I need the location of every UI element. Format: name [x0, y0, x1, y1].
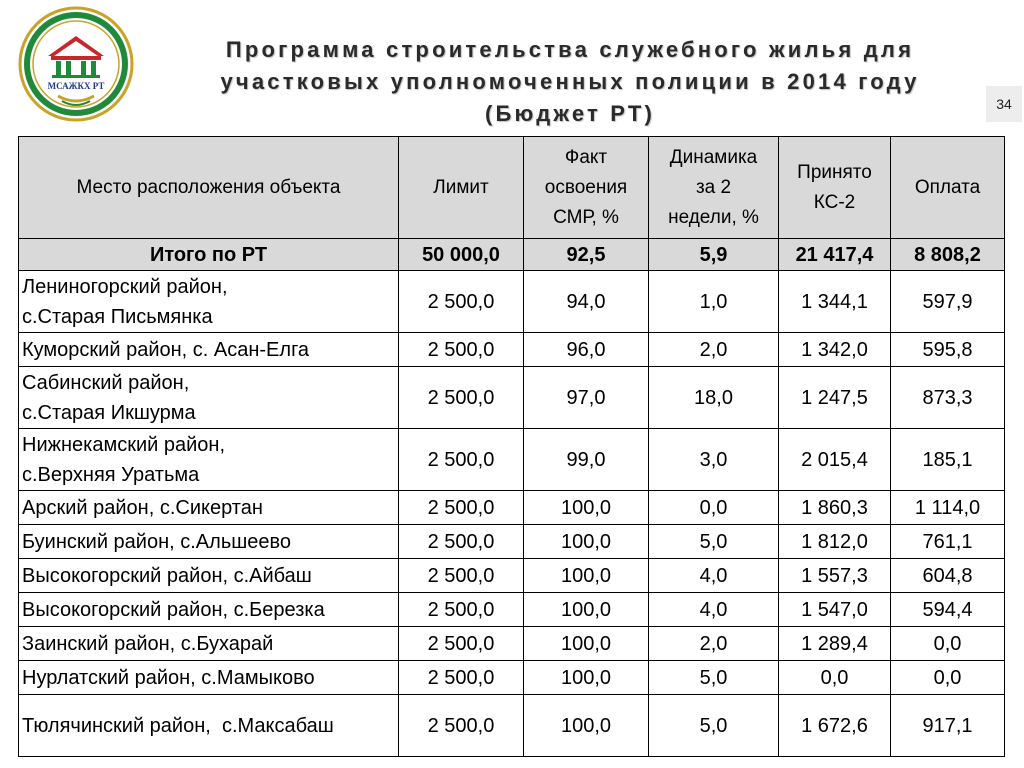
table-row	[19, 429, 1005, 491]
payment-cell: 0,0	[891, 627, 1005, 661]
dynamics-cell: 2,0	[649, 333, 779, 367]
location-line: Лениногорский район,	[22, 275, 228, 298]
construction-table	[18, 136, 1005, 757]
ministry-logo	[18, 6, 134, 122]
fact-cell: 100,0	[524, 559, 649, 593]
dynamics-cell: 5,0	[649, 525, 779, 559]
header-dynamics-line: за 2	[695, 176, 732, 198]
header-dynamics-line: недели, %	[668, 206, 759, 228]
limit-cell: 2 500,0	[399, 367, 524, 429]
limit-cell: 2 500,0	[399, 491, 524, 525]
header-payment: Оплата	[891, 137, 1005, 239]
page-number: 34	[986, 86, 1022, 122]
dynamics-cell: 4,0	[649, 559, 779, 593]
location-line: Тюлячинский район, с.Максабаш	[22, 714, 334, 737]
header-fact-line: освоения	[544, 176, 628, 198]
location-line: Заинский район, с.Бухарай	[22, 632, 274, 655]
fact-cell: 99,0	[524, 429, 649, 491]
location-cell	[19, 367, 399, 429]
payment-cell: 604,8	[891, 559, 1005, 593]
location-line: Нурлатский район, с.Мамыково	[22, 666, 315, 689]
title-line-1: Программа строительства служебного жилья для	[225, 37, 915, 62]
limit-cell: 2 500,0	[399, 525, 524, 559]
dynamics-cell: 1,0	[649, 271, 779, 333]
limit-cell: 2 500,0	[399, 695, 524, 757]
payment-cell: 185,1	[891, 429, 1005, 491]
logo-text: МСАЖКХ РТ	[47, 81, 105, 91]
accepted-cell: 1 344,1	[779, 271, 891, 333]
table-row	[19, 695, 1005, 757]
location-line: с.Старая Письмянка	[22, 305, 213, 328]
table-row	[19, 333, 1005, 367]
fact-cell: 97,0	[524, 367, 649, 429]
payment-cell: 761,1	[891, 525, 1005, 559]
title-line-3: (Бюджет РТ)	[484, 101, 656, 126]
location-line: Куморский район, с. Асан-Елга	[22, 338, 310, 361]
location-cell	[19, 491, 399, 525]
accepted-cell: 1 860,3	[779, 491, 891, 525]
payment-cell: 597,9	[891, 271, 1005, 333]
accepted-cell: 1 289,4	[779, 627, 891, 661]
payment-cell: 0,0	[891, 661, 1005, 695]
dynamics-cell: 2,0	[649, 627, 779, 661]
location-line: Высокогорский район, с.Айбаш	[22, 564, 312, 587]
dynamics-cell: 4,0	[649, 593, 779, 627]
total-row	[19, 239, 1005, 271]
payment-cell: 873,3	[891, 367, 1005, 429]
location-cell	[19, 695, 399, 757]
location-cell	[19, 333, 399, 367]
page-title	[140, 34, 1000, 130]
ministry-emblem-icon	[18, 6, 134, 122]
location-cell	[19, 627, 399, 661]
fact-cell: 100,0	[524, 661, 649, 695]
fact-cell: 100,0	[524, 695, 649, 757]
fact-cell: 100,0	[524, 491, 649, 525]
table-row	[19, 627, 1005, 661]
location-cell	[19, 661, 399, 695]
total-payment: 8 808,2	[891, 239, 1005, 271]
dynamics-cell: 18,0	[649, 367, 779, 429]
accepted-cell: 1 812,0	[779, 525, 891, 559]
accepted-cell: 1 672,6	[779, 695, 891, 757]
header-accepted-line: КС-2	[813, 191, 856, 213]
fact-cell: 94,0	[524, 271, 649, 333]
table-header-row	[19, 137, 1005, 239]
header-fact-line: СМР, %	[553, 206, 619, 228]
table-row	[19, 559, 1005, 593]
location-line: с.Верхняя Уратьма	[22, 463, 200, 486]
total-fact: 92,5	[524, 239, 649, 271]
header-accepted	[779, 137, 891, 239]
fact-cell: 100,0	[524, 627, 649, 661]
location-line: Буинский район, с.Альшеево	[22, 530, 292, 553]
header-fact-line: Факт	[564, 146, 608, 168]
dynamics-cell: 5,0	[649, 661, 779, 695]
limit-cell: 2 500,0	[399, 627, 524, 661]
dynamics-cell: 0,0	[649, 491, 779, 525]
accepted-cell: 1 342,0	[779, 333, 891, 367]
total-accepted: 21 417,4	[779, 239, 891, 271]
limit-cell: 2 500,0	[399, 429, 524, 491]
table-row	[19, 491, 1005, 525]
accepted-cell: 0,0	[779, 661, 891, 695]
payment-cell: 595,8	[891, 333, 1005, 367]
header-dynamics	[649, 137, 779, 239]
payment-cell: 1 114,0	[891, 491, 1005, 525]
total-label: Итого по РТ	[19, 239, 399, 271]
total-dynamics: 5,9	[649, 239, 779, 271]
table-row	[19, 271, 1005, 333]
header-dynamics-line: Динамика	[669, 146, 758, 168]
fact-cell: 100,0	[524, 593, 649, 627]
fact-cell: 100,0	[524, 525, 649, 559]
limit-cell: 2 500,0	[399, 661, 524, 695]
accepted-cell: 2 015,4	[779, 429, 891, 491]
accepted-cell: 1 247,5	[779, 367, 891, 429]
header-limit: Лимит	[399, 137, 524, 239]
limit-cell: 2 500,0	[399, 559, 524, 593]
limit-cell: 2 500,0	[399, 593, 524, 627]
location-cell	[19, 559, 399, 593]
table-row	[19, 661, 1005, 695]
header-accepted-line: Принято	[797, 161, 872, 183]
fact-cell: 96,0	[524, 333, 649, 367]
table-row	[19, 367, 1005, 429]
location-cell	[19, 271, 399, 333]
location-cell	[19, 429, 399, 491]
location-line: Нижнекамский район,	[22, 433, 226, 456]
dynamics-cell: 3,0	[649, 429, 779, 491]
dynamics-cell: 5,0	[649, 695, 779, 757]
payment-cell: 594,4	[891, 593, 1005, 627]
location-cell	[19, 593, 399, 627]
location-line: Сабинский район,	[22, 371, 190, 394]
title-line-2: участковых уполномоченных полиции в 2014 году	[220, 69, 920, 94]
location-line: Арский район, с.Сикертан	[22, 496, 263, 519]
limit-cell: 2 500,0	[399, 271, 524, 333]
total-limit: 50 000,0	[399, 239, 524, 271]
location-cell	[19, 525, 399, 559]
header-fact	[524, 137, 649, 239]
accepted-cell: 1 547,0	[779, 593, 891, 627]
location-line: с.Старая Икшурма	[22, 401, 196, 424]
accepted-cell: 1 557,3	[779, 559, 891, 593]
header-location: Место расположения объекта	[19, 137, 399, 239]
table-row	[19, 593, 1005, 627]
location-line: Высокогорский район, с.Березка	[22, 598, 325, 621]
table-row	[19, 525, 1005, 559]
payment-cell: 917,1	[891, 695, 1005, 757]
limit-cell: 2 500,0	[399, 333, 524, 367]
